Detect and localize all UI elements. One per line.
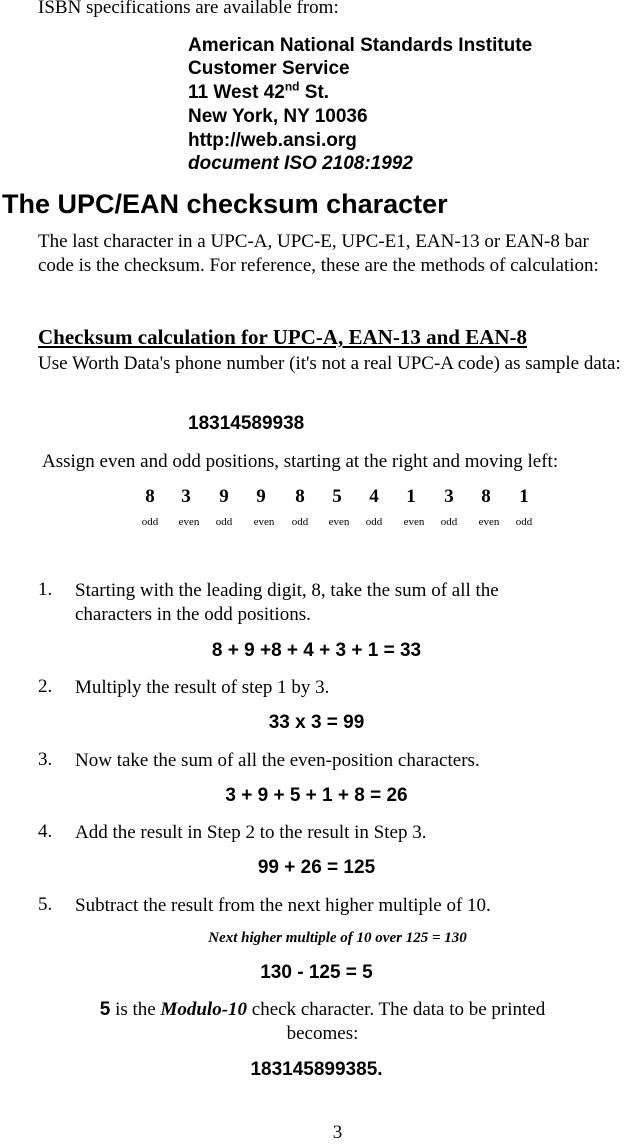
check-digit: 5 bbox=[99, 999, 111, 1020]
parity-label: odd bbox=[215, 516, 233, 528]
digit: 9 bbox=[219, 486, 229, 507]
digit: 3 bbox=[181, 486, 191, 507]
step-result: 3 + 9 + 5 + 1 + 8 = 26 bbox=[225, 785, 408, 806]
conclusion-line1 bbox=[0, 998, 633, 1022]
step-text: Subtract the result from the next higher multiple of 10. bbox=[75, 895, 491, 916]
step-result: 8 + 9 +8 + 4 + 3 + 1 = 33 bbox=[211, 640, 422, 661]
step-text: Starting with the leading digit, 8, take the sum of all the characters in the odd positions. bbox=[75, 580, 499, 625]
digit: 5 bbox=[332, 486, 342, 507]
checksum-intro: Use Worth Data's phone number (it's not a real UPC-A code) as sample data: bbox=[38, 353, 621, 374]
address-street-post: St. bbox=[299, 82, 330, 103]
digit: 3 bbox=[444, 486, 454, 507]
parity-label: odd bbox=[440, 516, 458, 528]
step-number: 3. bbox=[38, 749, 53, 770]
sample-number: 18314589938 bbox=[188, 413, 305, 434]
final-data: 183145899385. bbox=[250, 1059, 383, 1080]
parity-label: odd bbox=[291, 516, 309, 528]
step-text: Now take the sum of all the even-position characters. bbox=[75, 750, 480, 771]
section-heading: The UPC/EAN checksum character bbox=[2, 189, 448, 219]
parity-label: odd bbox=[515, 516, 533, 528]
conclusion-post: check character. The data to be printed bbox=[247, 999, 546, 1020]
parity-label: odd bbox=[365, 516, 383, 528]
isbn-intro: ISBN specifications are available from: bbox=[38, 0, 339, 18]
step-result: 33 x 3 = 99 bbox=[268, 712, 365, 733]
digit: 1 bbox=[519, 486, 529, 507]
digit: 1 bbox=[406, 486, 416, 507]
address-city: New York, NY 10036 bbox=[188, 106, 368, 127]
parity-label: even bbox=[403, 516, 425, 528]
parity-label: even bbox=[478, 516, 500, 528]
step-number: 2. bbox=[38, 676, 53, 697]
address-document: document ISO 2108:1992 bbox=[188, 153, 413, 174]
digit-parity-table bbox=[138, 486, 538, 536]
digit: 8 bbox=[481, 486, 491, 507]
parity-label: even bbox=[253, 516, 275, 528]
step-text: Multiply the result of step 1 by 3. bbox=[75, 677, 330, 698]
address-street-text: 11 West 42 bbox=[188, 82, 285, 103]
parity-label: even bbox=[328, 516, 350, 528]
address-dept: Customer Service bbox=[188, 58, 350, 79]
checksum-heading: Checksum calculation for UPC-A, EAN-13 and EAN-8 bbox=[38, 325, 528, 349]
parity-label: odd bbox=[141, 516, 159, 528]
address-street-sup: nd bbox=[284, 79, 300, 94]
address-org: American National Standards Institute bbox=[188, 35, 533, 56]
digit: 8 bbox=[295, 486, 305, 507]
digit: 8 bbox=[145, 486, 155, 507]
conclusion-line2: becomes: bbox=[286, 1023, 359, 1044]
step-number: 4. bbox=[38, 821, 53, 842]
section-paragraph: The last character in a UPC-A, UPC-E, UPC-E1, EAN-13 or EAN-8 bar code is the checksum. For reference, these are the methods of calculation: bbox=[38, 231, 599, 276]
step-note: Next higher multiple of 10 over 125 = 130 bbox=[208, 930, 467, 946]
address-url: http://web.ansi.org bbox=[188, 130, 357, 151]
step-number: 1. bbox=[38, 579, 53, 600]
step-result: 99 + 26 = 125 bbox=[257, 857, 376, 878]
address-street bbox=[188, 81, 329, 104]
step-number: 5. bbox=[38, 894, 53, 915]
modulo-term: Modulo-10 bbox=[160, 999, 248, 1020]
conclusion-pre: is the bbox=[110, 999, 161, 1020]
step-text: Add the result in Step 2 to the result in Step 3. bbox=[75, 822, 427, 843]
digit: 4 bbox=[369, 486, 379, 507]
assign-positions-text: Assign even and odd positions, starting at the right and moving left: bbox=[42, 451, 559, 472]
page-number: 3 bbox=[332, 1122, 343, 1143]
digit: 9 bbox=[256, 486, 266, 507]
parity-label: even bbox=[178, 516, 200, 528]
step-result: 130 - 125 = 5 bbox=[260, 962, 373, 983]
